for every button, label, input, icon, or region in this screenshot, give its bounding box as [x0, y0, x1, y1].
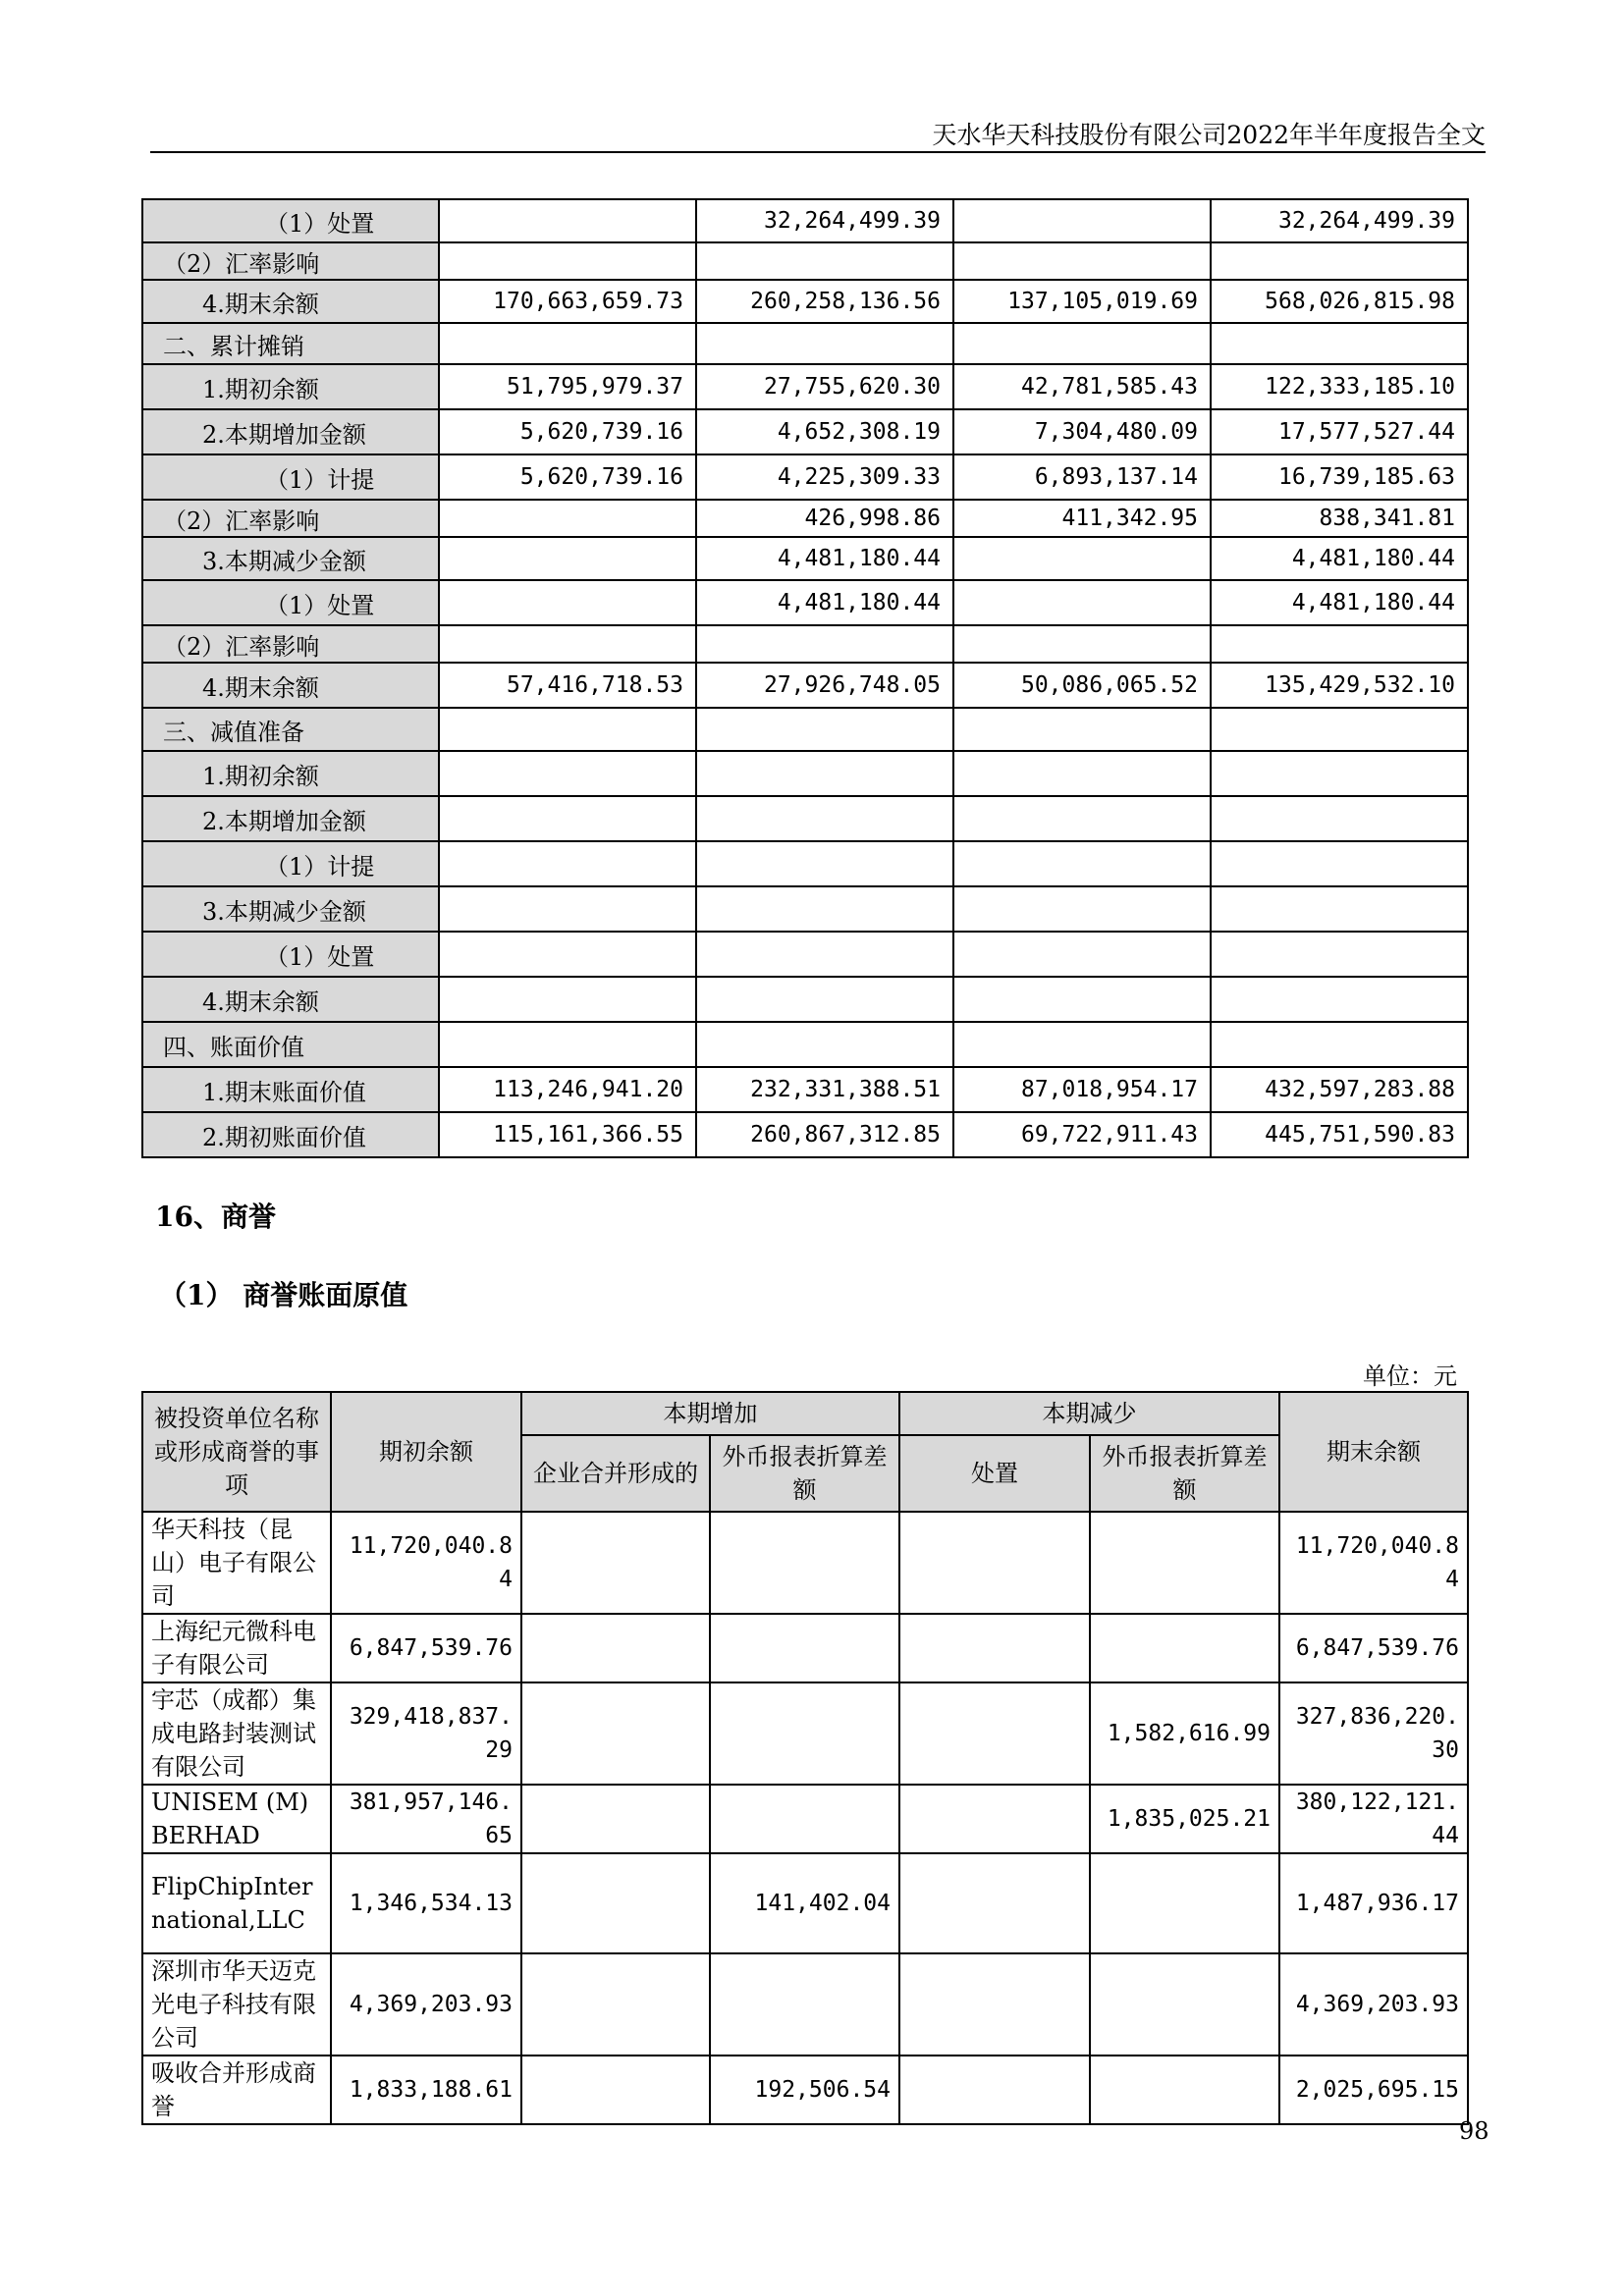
table-cell: [953, 625, 1211, 663]
table-cell: 432,597,283.88: [1211, 1067, 1468, 1112]
row-label: 4.期末余额: [142, 977, 439, 1022]
table-cell: 113,246,941.20: [439, 1067, 696, 1112]
unit-label: 单位：元: [1363, 1362, 1457, 1390]
table-cell: [521, 1614, 710, 1682]
row-label: （2）汇率影响: [142, 625, 439, 663]
table-row: [142, 1512, 1468, 1614]
table-cell: 4,652,308.19: [696, 409, 953, 454]
table-cell: 411,342.95: [953, 500, 1211, 537]
row-label: （1）处置: [142, 580, 439, 625]
investee-name: UNISEM (M) BERHAD: [142, 1785, 331, 1853]
table-cell: [953, 841, 1211, 886]
investee-name: 华天科技（昆山）电子有限公司: [142, 1512, 331, 1614]
goodwill-table: [141, 1391, 1469, 2125]
table-row: [142, 1785, 1468, 1853]
table-cell: [953, 932, 1211, 977]
table-row: [142, 932, 1468, 977]
header-increase: 本期增加: [521, 1392, 899, 1435]
table-cell: [953, 977, 1211, 1022]
table-row: [142, 663, 1468, 708]
table-cell: 1,346,534.13: [331, 1853, 521, 1953]
table-cell: [439, 751, 696, 796]
table-row: [142, 625, 1468, 663]
table-cell: 50,086,065.52: [953, 663, 1211, 708]
table-cell: [439, 841, 696, 886]
table-cell: [439, 1022, 696, 1067]
investee-name: FlipChipInternational,LLC: [142, 1853, 331, 1953]
table-cell: 57,416,718.53: [439, 663, 696, 708]
table-cell: 122,333,185.10: [1211, 364, 1468, 409]
row-label: 3.本期减少金额: [142, 537, 439, 580]
table-cell: [439, 886, 696, 932]
table-row: [142, 1953, 1468, 2056]
table-cell: [439, 500, 696, 537]
table-cell: [1090, 1614, 1279, 1682]
table-cell: 7,304,480.09: [953, 409, 1211, 454]
table-cell: 4,369,203.93: [1279, 1953, 1468, 2056]
table-cell: 17,577,527.44: [1211, 409, 1468, 454]
table-cell: [1090, 1853, 1279, 1953]
header-investee: 被投资单位名称或形成商誉的事项: [142, 1392, 331, 1512]
table-cell: 6,847,539.76: [331, 1614, 521, 1682]
table-cell: 232,331,388.51: [696, 1067, 953, 1112]
investee-name: 上海纪元微科电子有限公司: [142, 1614, 331, 1682]
table-cell: [953, 537, 1211, 580]
table-cell: [1211, 1022, 1468, 1067]
table-cell: [439, 796, 696, 841]
table-cell: 329,418,837.29: [331, 1682, 521, 1785]
table-cell: 5,620,739.16: [439, 409, 696, 454]
table-cell: 1,582,616.99: [1090, 1682, 1279, 1785]
table-cell: [710, 1953, 899, 2056]
table-cell: [439, 199, 696, 242]
section-16-title: 16、商誉: [155, 1201, 276, 1233]
row-label: 4.期末余额: [142, 280, 439, 323]
table-cell: [439, 932, 696, 977]
table-cell: [696, 751, 953, 796]
table-row: [142, 1112, 1468, 1157]
table-cell: [710, 1614, 899, 1682]
table-row: [142, 886, 1468, 932]
page-number: 98: [1459, 2117, 1489, 2145]
table-cell: 192,506.54: [710, 2056, 899, 2124]
table-cell: [521, 1785, 710, 1853]
header-opening: 期初余额: [331, 1392, 521, 1512]
table-cell: 1,487,936.17: [1279, 1853, 1468, 1953]
table-cell: 11,720,040.84: [331, 1512, 521, 1614]
report-title: 天水华天科技股份有限公司2022年半年度报告全文: [932, 121, 1486, 149]
table-row: [142, 454, 1468, 500]
table-cell: 327,836,220.30: [1279, 1682, 1468, 1785]
table-row: [142, 796, 1468, 841]
header-fx-decrease: 外币报表折算差额: [1090, 1435, 1279, 1512]
table-cell: [696, 1022, 953, 1067]
header-merger: 企业合并形成的: [521, 1435, 710, 1512]
table-cell: [696, 625, 953, 663]
table-cell: [953, 1022, 1211, 1067]
table-cell: 260,258,136.56: [696, 280, 953, 323]
table-cell: 838,341.81: [1211, 500, 1468, 537]
table-cell: [1211, 977, 1468, 1022]
table-cell: 32,264,499.39: [1211, 199, 1468, 242]
table-cell: 87,018,954.17: [953, 1067, 1211, 1112]
table-cell: [439, 977, 696, 1022]
goodwill-subsection-title: （1） 商誉账面原值: [159, 1279, 408, 1311]
row-label: 三、减值准备: [142, 708, 439, 751]
table-cell: [1211, 751, 1468, 796]
table-cell: [696, 242, 953, 280]
table-cell: [1211, 625, 1468, 663]
table-cell: [521, 2056, 710, 2124]
table-row: [142, 2056, 1468, 2124]
table-row: [142, 751, 1468, 796]
table-cell: 381,957,146.65: [331, 1785, 521, 1853]
table-cell: [899, 1682, 1090, 1785]
table-cell: 135,429,532.10: [1211, 663, 1468, 708]
investee-name: 吸收合并形成商誉: [142, 2056, 331, 2124]
table-row: [142, 1682, 1468, 1785]
table-cell: 4,481,180.44: [1211, 537, 1468, 580]
table-cell: [1211, 841, 1468, 886]
table-cell: [696, 932, 953, 977]
table-cell: 27,755,620.30: [696, 364, 953, 409]
row-label: 1.期初余额: [142, 751, 439, 796]
table-row: [142, 364, 1468, 409]
table-cell: 69,722,911.43: [953, 1112, 1211, 1157]
table-cell: [1211, 796, 1468, 841]
table-cell: 4,481,180.44: [696, 537, 953, 580]
table-cell: [899, 1853, 1090, 1953]
row-label: （1）处置: [142, 932, 439, 977]
table-cell: 380,122,121.44: [1279, 1785, 1468, 1853]
table-cell: 6,893,137.14: [953, 454, 1211, 500]
table-cell: [1211, 242, 1468, 280]
table-row: [142, 199, 1468, 242]
row-label: （2）汇率影响: [142, 242, 439, 280]
row-label: 1.期末账面价值: [142, 1067, 439, 1112]
table-row: [142, 1067, 1468, 1112]
row-label: （1）计提: [142, 841, 439, 886]
table-cell: [710, 1512, 899, 1614]
table-cell: 16,739,185.63: [1211, 454, 1468, 500]
table-cell: [696, 796, 953, 841]
table-row: [142, 323, 1468, 364]
row-label: 四、账面价值: [142, 1022, 439, 1067]
table-cell: [1211, 886, 1468, 932]
table-cell: [710, 1682, 899, 1785]
table-cell: [953, 199, 1211, 242]
table-cell: [439, 323, 696, 364]
table-cell: [696, 886, 953, 932]
page-header: [150, 112, 1486, 153]
table-cell: 170,663,659.73: [439, 280, 696, 323]
table-row: [142, 977, 1468, 1022]
table-cell: [439, 580, 696, 625]
table-cell: [521, 1953, 710, 2056]
table-cell: 32,264,499.39: [696, 199, 953, 242]
investee-name: 宇芯（成都）集成电路封装测试有限公司: [142, 1682, 331, 1785]
table-cell: [899, 1512, 1090, 1614]
table-cell: 445,751,590.83: [1211, 1112, 1468, 1157]
table-cell: [1211, 932, 1468, 977]
table-cell: 1,833,188.61: [331, 2056, 521, 2124]
table-cell: [710, 1785, 899, 1853]
table-row: [142, 708, 1468, 751]
table-cell: [439, 537, 696, 580]
table-cell: 260,867,312.85: [696, 1112, 953, 1157]
table-cell: [953, 708, 1211, 751]
table-cell: 4,369,203.93: [331, 1953, 521, 2056]
table-cell: 4,225,309.33: [696, 454, 953, 500]
table-cell: [521, 1682, 710, 1785]
table-cell: 568,026,815.98: [1211, 280, 1468, 323]
table-cell: [696, 977, 953, 1022]
table-cell: [953, 796, 1211, 841]
row-label: 1.期初余额: [142, 364, 439, 409]
table-row: [142, 1022, 1468, 1067]
row-label: 4.期末余额: [142, 663, 439, 708]
table-cell: 51,795,979.37: [439, 364, 696, 409]
row-label: 2.期初账面价值: [142, 1112, 439, 1157]
table-cell: 11,720,040.84: [1279, 1512, 1468, 1614]
table-row: [142, 409, 1468, 454]
header-fx-increase: 外币报表折算差额: [710, 1435, 899, 1512]
table-cell: [953, 886, 1211, 932]
table-cell: 141,402.04: [710, 1853, 899, 1953]
table-row: [142, 1853, 1468, 1953]
table-cell: 2,025,695.15: [1279, 2056, 1468, 2124]
table-cell: [953, 751, 1211, 796]
table-row: [142, 1614, 1468, 1682]
table-cell: 42,781,585.43: [953, 364, 1211, 409]
table-cell: [899, 1614, 1090, 1682]
table-cell: [899, 2056, 1090, 2124]
intangible-assets-table: [141, 198, 1469, 1158]
table-cell: [521, 1512, 710, 1614]
investee-name: 深圳市华天迈克光电子科技有限公司: [142, 1953, 331, 2056]
table-cell: 1,835,025.21: [1090, 1785, 1279, 1853]
table-cell: [1211, 323, 1468, 364]
table-cell: 5,620,739.16: [439, 454, 696, 500]
table-cell: [439, 625, 696, 663]
table-cell: 4,481,180.44: [696, 580, 953, 625]
table-row: [142, 242, 1468, 280]
table-cell: [696, 323, 953, 364]
header-decrease: 本期减少: [899, 1392, 1279, 1435]
table-cell: [439, 242, 696, 280]
row-label: 2.本期增加金额: [142, 796, 439, 841]
table-cell: [953, 242, 1211, 280]
row-label: 二、累计摊销: [142, 323, 439, 364]
row-label: 2.本期增加金额: [142, 409, 439, 454]
row-label: 3.本期减少金额: [142, 886, 439, 932]
table-cell: 27,926,748.05: [696, 663, 953, 708]
table-cell: [1090, 1512, 1279, 1614]
table-cell: [696, 841, 953, 886]
table-row: [142, 841, 1468, 886]
table-row: [142, 580, 1468, 625]
table-cell: [899, 1953, 1090, 2056]
table-cell: [521, 1853, 710, 1953]
table-cell: 137,105,019.69: [953, 280, 1211, 323]
row-label: （1）计提: [142, 454, 439, 500]
table-cell: [1090, 2056, 1279, 2124]
table-cell: [1090, 1953, 1279, 2056]
header-closing: 期末余额: [1279, 1392, 1468, 1512]
table-row: [142, 280, 1468, 323]
table-cell: [953, 323, 1211, 364]
table-cell: 115,161,366.55: [439, 1112, 696, 1157]
table-row: [142, 537, 1468, 580]
header-disposal: 处置: [899, 1435, 1090, 1512]
table-cell: [953, 580, 1211, 625]
table-cell: [1211, 708, 1468, 751]
table-cell: [696, 708, 953, 751]
table-row: [142, 500, 1468, 537]
table-cell: 426,998.86: [696, 500, 953, 537]
table-cell: [439, 708, 696, 751]
table-cell: 6,847,539.76: [1279, 1614, 1468, 1682]
table-cell: 4,481,180.44: [1211, 580, 1468, 625]
row-label: （1）处置: [142, 199, 439, 242]
table-cell: [899, 1785, 1090, 1853]
row-label: （2）汇率影响: [142, 500, 439, 537]
